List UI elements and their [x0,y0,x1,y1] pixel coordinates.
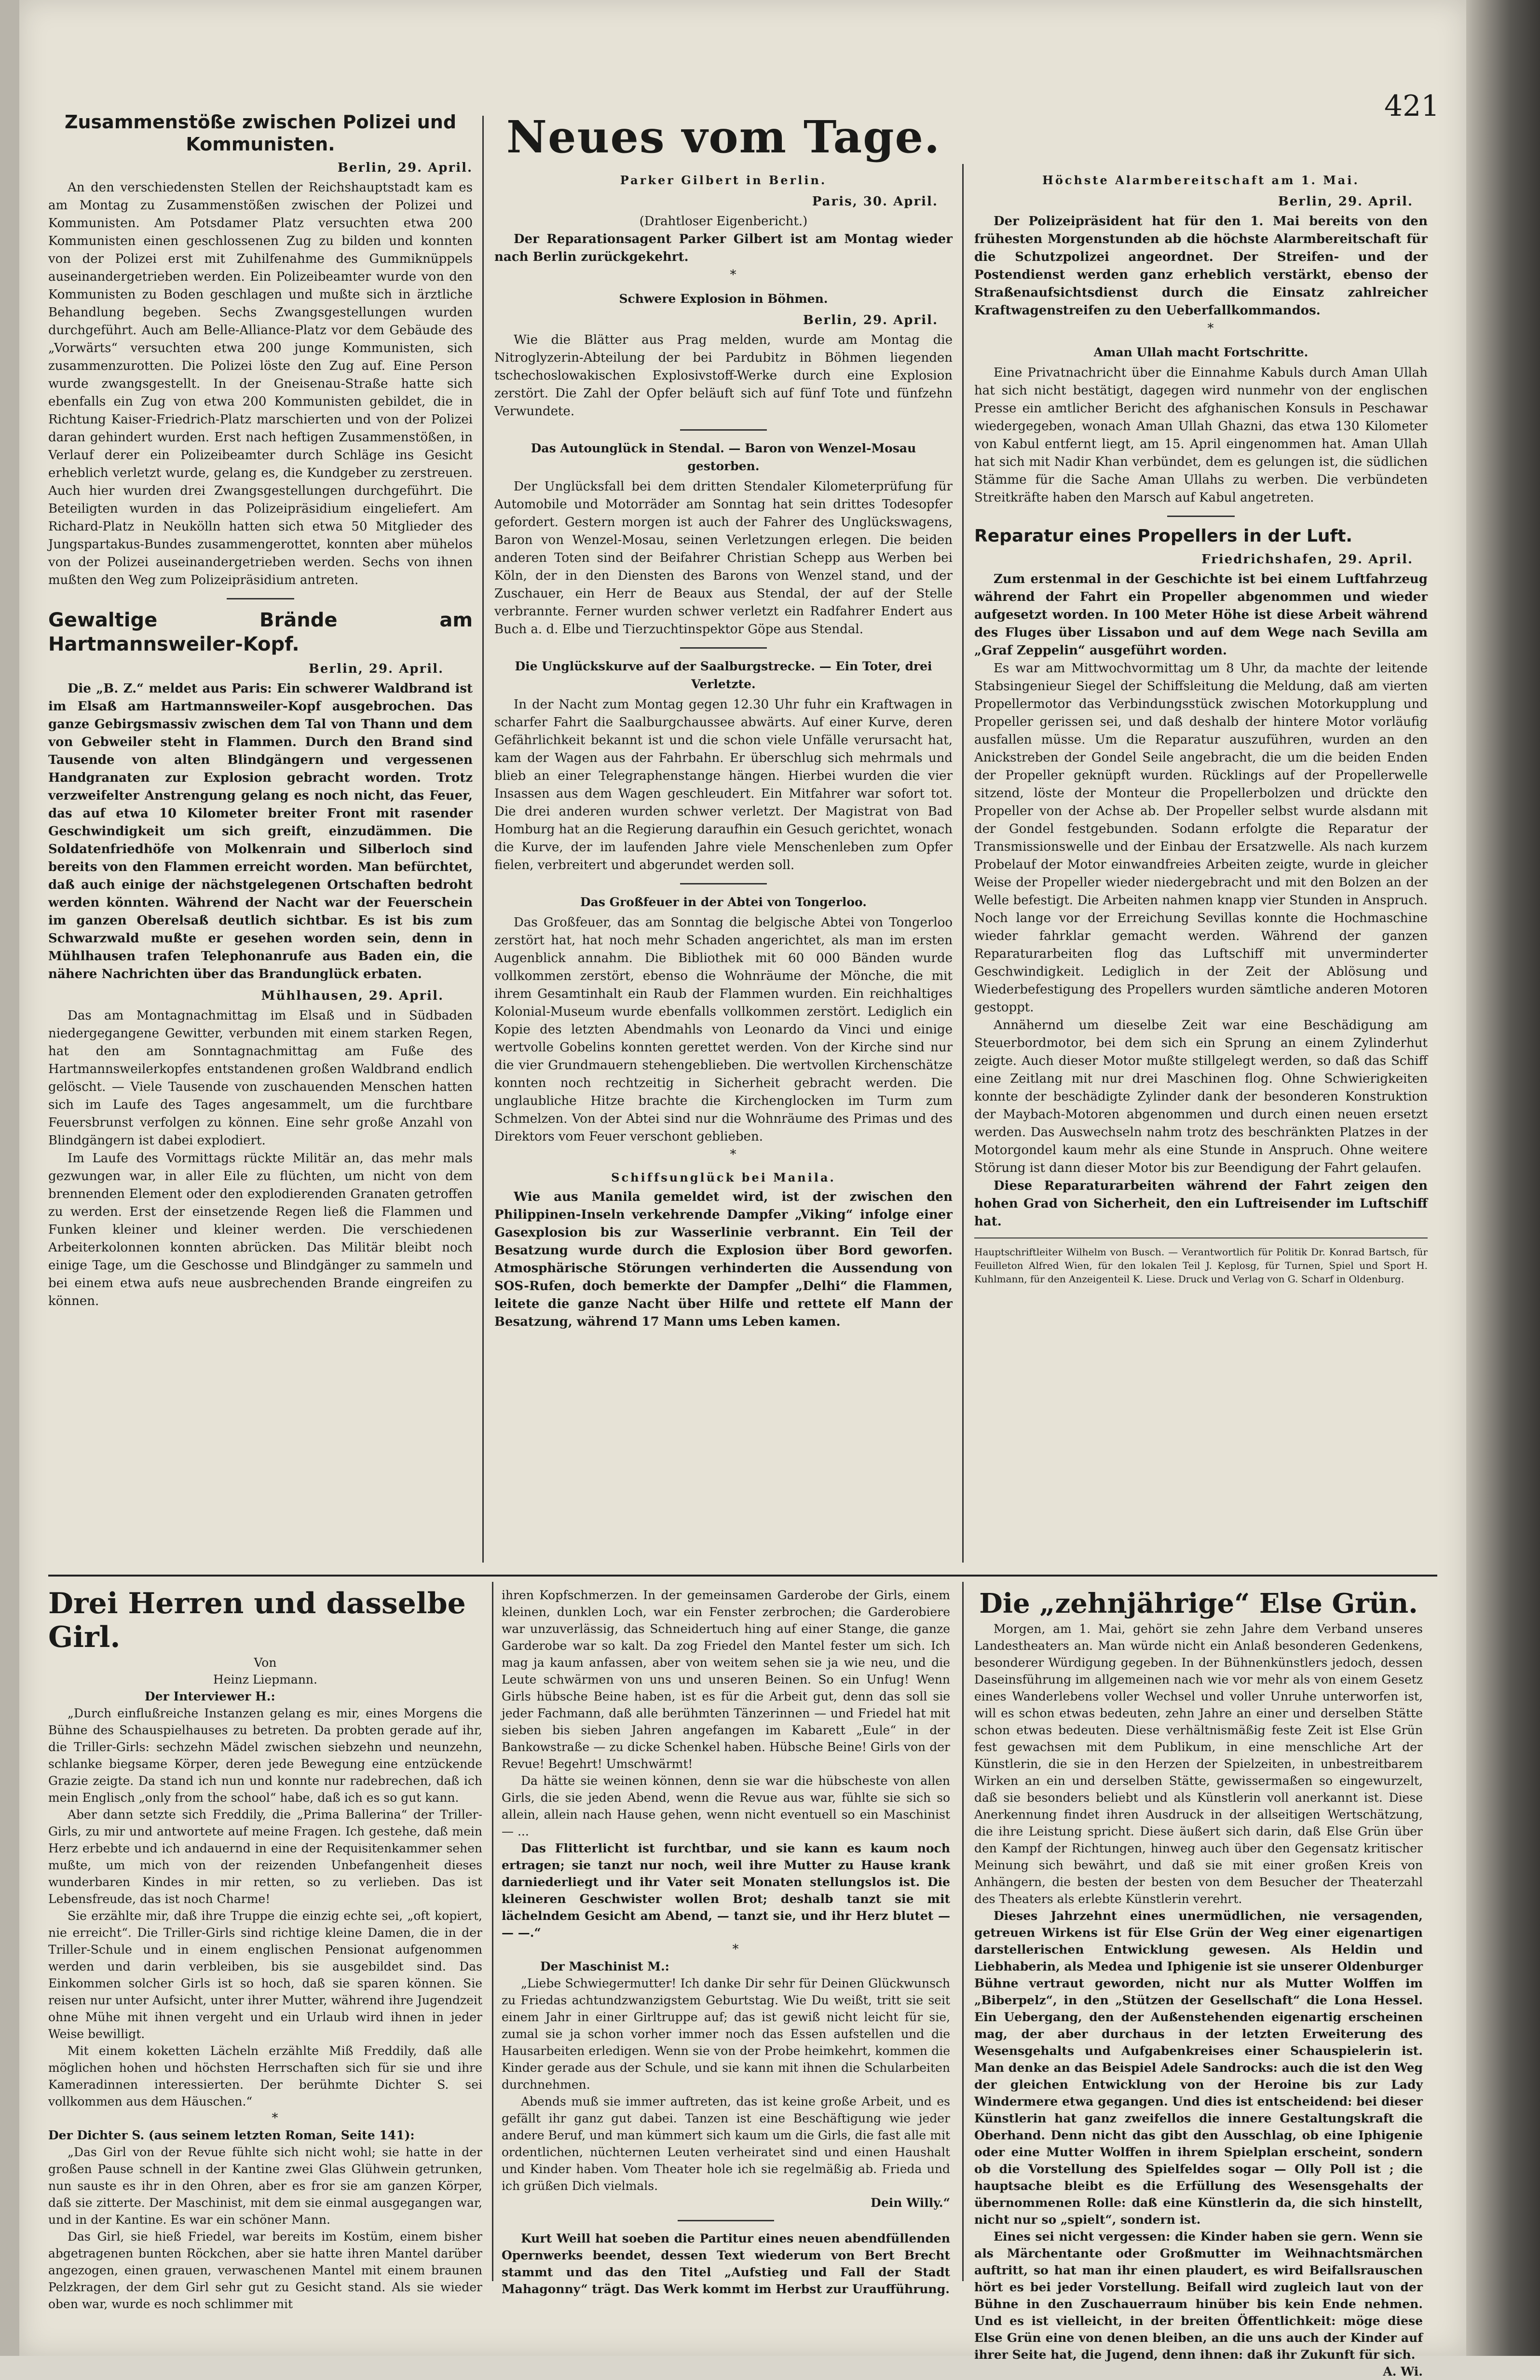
column-rule [962,1582,964,2281]
article-text: Diese Reparaturarbeiten während der Fahrt zeigen den hohen Grad von Sicherheit, den ein Luftreisender im Luftschiff hat. [974,1179,1428,1229]
subhead: Schiffsunglück bei Manila. [611,1170,836,1184]
page-number: 421 [1384,89,1440,123]
story-text: ihren Kopfschmerzen. In der gemeinsamen Garderobe der Girls, einem kleinen, dunklen Loch, war ein Fenster zerbrochen; die Garderobiere war unzuverlässig, das Schneidertuch hing auf einer Stange, die ganze Garderobe war so kalt. Da zog Friedel den Mantel fester um sich. Ich mag ja kaum anfassen, aber von weitem sehen sie ja wie neu, und die Leute schwärmen von uns und unseren Beinen. So ein Unfug! Wenn Girls hübsche Beine haben, ist es für die Arbeit gut, denn das soll sie jeder Fachmann, daß alle berühmten Tänzerinnen — und Friedel hat mit sieben bis sieben Jahren angefangen im Kabarett „Eule“ in der Bankowstraße — zu dicke Schenkel haben. Hübsche Beine! Girls von der Revue! Begehrt! Umschwärmt! [502,1588,950,1771]
feuilleton-rule [48,1575,1437,1577]
subhead: Schwere Explosion in Böhmen. [619,292,828,306]
article-text: An den verschiedensten Stellen der Reichshauptstadt kam es am Montag zu Zusammenstößen zwischen der Polizei und Kommunisten. Am Potsdamer Platz versuchten etwa 200 Kommunisten einen geschlossenen Zug zu bilden und konnten von der Polizei erst mit Zuhilfenahme des Gummiknüppels auseinandergetrieben werden. Ein Polizeibeamter wurde von den Kommunisten zu Boden geschlagen und mußte sich in ärztliche Behandlung begeben. Sechs Zwangsgestellungen wurden durchgeführt. Auch am Belle-Alliance-Platz vor dem Gebäude des „Vorwärts“ versuchten etwa 200 junge Kommunisten, sich zusammenzurotten. Die Polizei löste den Zug auf. Eine Person wurde zwangsgestellt. In der Gneisenau-Straße hatte sich ebenfalls ein Zug von etwa 200 Kommunisten gebildet, die in Richtung Kaiser-Friedrich-Platz marschierten und von der Polizei daran gehindert wurden. Erst nach heftigen Zusammenstößen, in Verlauf derer ein Polizeibeamter durch Schläge ins Gesicht erheblich verletzt wurde, gelang es, die Kundgeber zu zerstreuen. Auch hier wurden drei Zwangsgestellungen durchgeführt. Die Beteiligten wurden in das Polizeipräsidium eingeliefert. Am Richard-Platz in Neukölln hatten sich etwa 50 Mitglieder des Jungspartakus-Bundes zusammengerottet, konnten aber mühelos von der Polizei auseinandergetrieben werden. Sechs von ihnen mußten den Weg zum Polizeipräsidium antreten. [48,180,473,587]
article-text: Der Polizeipräsident hat für den 1. Mai bereits von den frühesten Morgenstunden ab die höchste Alarmbereitschaft für die Schutzpolizei angeordnet. Der Streifen- und der Postendienst werden ganz erheblich verstärkt, ebenso der Straßenaufsichtsdienst durch die Einsatz zahlreicher Kraftwagenstreifen zu den Ueberfallkommandos. [974,214,1428,318]
dateline: Berlin, 29. April. [308,662,444,676]
column-bottom-middle [502,1587,950,2298]
column-bottom-left [48,1587,482,2312]
article-text: Das am Montagnachmittag im Elsaß und in Südbaden niedergegangene Gewitter, verbunden mit einem starken Regen, hat den am Sonntagnachmittag am Fuße des Hartmannsweilerkopfes entstandenen großen Waldbrand endlich gelöscht. — Viele Tausende von zuschauenden Menschen hatten sich im Laufe des Tages angesammelt, um die furchtbare Feuersbrunst verfolgen zu können. Eine sehr große Anzahl von Blindgängern ist dabei explodiert. [48,1008,473,1148]
page-binding-edge [1466,0,1540,2356]
feuilleton-title: Drei Herren und dasselbe Girl. [48,1587,466,1654]
subhead: Das Autounglück in Stendal. — Baron von Wenzel-Mosau gestorben. [531,441,916,473]
star-divider: * [730,1147,736,1162]
byline-von: Von [254,1656,277,1670]
column-left-top [48,111,473,1310]
story-text: Sie erzählte mir, daß ihre Truppe die einzig echte sei, „oft kopiert, nie erreicht“. Die Triller-Girls sind richtige kleine Damen, die in der Triller-Schule und in einem englischen Pensionat aufgenommen werden und darin verbleiben, bis sie ausgebildet sind. Das Einkommen solcher Girls ist so hoch, daß sie sparen können. Sie reisen nur unter Aufsicht, unter ihrer Mutter, während ihre Jugendzeit ohne Mühe mit ihnen vergeht und ein Urlaub wird ihnen in jeder Weise bewilligt. [48,1909,482,2041]
speaker-label: Der Maschinist M.: [540,1959,669,1973]
star-divider: * [1207,321,1214,336]
feature-text: Morgen, am 1. Mai, gehört sie zehn Jahre dem Verband unseres Landestheaters an. Man würde nicht ein Anlaß besonderen Gedenkens, besonderer Würdigung gegeben. In der Bühnenkünstlers jedoch, dessen Daseinsführung im allgemeinen nach wie vor mehr als von einem Gesetz eines Wanderlebens voller Wechsel und voller Unruhe unterworfen ist, will es schon etwas bedeuten, zehn Jahre an einer und derselben Stätte schon etwas bedeuten. Diese verhältnismäßig feste Zeit ist Else Grün fest gewachsen mit dem Publikum, in eine menschliche Art der Künstlerin, die sie in den Herzen der Spielzeiten, in unbestreitbarem Wirken an ein und derselben Stätte, gewissermaßen so eingewurzelt, daß sie besonders beliebt und als Künstlerin voll anerkannt ist. Diese Anerkennung findet ihren Ausdruck in der allseitigen Wertschätzung, die ihre Leistung spricht. Diese äußert sich darin, daß Else Grün über den Kampf der Richtungen, hinweg auch über den Gegensatz kritischer Meinung sich bewährt, und daß sie mit einer großen Kreis von Anhängern, die besten der besten von dem Besucher der Theaterzahl des Theaters als erlebte Künstlerin verehrt. [974,1622,1423,1906]
column-rule [482,116,484,1563]
dateline: Mühlhausen, 29. April. [261,989,444,1003]
article-text: Annähernd um dieselbe Zeit war eine Beschädigung am Steuerbordmotor, bei dem sich ein Sprung an einem Zylinderhut zeigte. Auch dieser Motor mußte stillgelegt werden, so daß das Schiff eine Zeitlang mit nur drei Maschinen flog. Ohne Schwierigkeiten konnte der beschädigte Zylinder dank der besonderen Konstruktion der Maybach-Motoren abgenommen und durch einen neuen ersetzt werden. Das Auswechseln nahm trotz des beschränkten Platzes in der Motorgondel kaum mehr als eine Stunde in Anspruch. Ohne weitere Störung ist dann dieser Motor bis zur Beendigung der Fahrt gelaufen. [974,1018,1428,1175]
story-text: Abends muß sie immer auftreten, das ist keine große Arbeit, und es gefällt ihr ganz gut dabei. Tanzen ist eine Beschäftigung wie jeder andere Beruf, und man kümmert sich kaum um die Girls, die fast alle mit ordentlichen, nüchternen Leuten verheiratet sind und einen Haushalt und Kinder haben. Vom Theater hole ich sie regelmäßig ab. Frieda und ich grüßen Dich vielmals. [502,2094,950,2193]
dateline: Paris, 30. April. [812,194,938,209]
signature: Dein Willy.“ [871,2196,950,2210]
column-rule [962,164,964,1563]
separator [680,429,767,431]
story-text: Aber dann setzte sich Freddily, die „Prima Ballerina“ der Triller-Girls, zu mir und antwortete auf meine Fragen. Ich gestehe, daß mein Herz erbebte und ich andauernd in eine der Requisitenkammer sehen mußte, um mich von der reizenden Unbefangenheit dieses wunderbaren Kindes in mir retten, so zu verlieben. Das ist Lebensfreude, das ist noch Charme! [48,1808,482,1906]
imprint: Hauptschriftleiter Wilhelm von Busch. — Verantwortlich für Politik Dr. Konrad Bartsch, für Feuilleton Alfred Wien, für den lokalen Teil J. Keplosg, für Turnen, Spiel und Sport H. Kuhlmann, für den Anzeigenteil K. Liese. Druck und Verlag von G. Scharf in Oldenburg. [974,1246,1428,1285]
story-text: „Durch einflußreiche Instanzen gelang es mir, eines Morgens die Bühne des Schauspielhauses zu betreten. Da probten gerade auf ihr, die Triller-Girls: sechzehn Mädel zwischen siebzehn und neunzehn, schlanke biegsame Körper, deren jede Bewegung eine entzückende Grazie zeigte. Da stand ich nun und konnte nur radebrechen, daß ich mein Englisch „only from the school“ habe, daß ich es so gut kann. [48,1706,482,1805]
column-middle-top [494,166,953,1331]
article-text: Wie die Blätter aus Prag melden, wurde am Montag die Nitroglyzerin-Abteilung der bei Pardubitz in Böhmen liegenden tschechoslowakischen Explosivstoff-Werke durch eine Explosion zerstört. Die Zahl der Opfer beläuft sich auf fünf Tote und fünfzehn Verwundete. [494,333,953,419]
separator [678,2220,774,2221]
speaker-label: Der Interviewer H.: [145,1689,275,1703]
column-bottom-right [974,1587,1423,2380]
dateline: Berlin, 29. April. [803,313,938,327]
feature-text: Eines sei nicht vergessen: die Kinder haben sie gern. Wenn sie als Märchentante oder Großmutter im Weihnachtsmärchen auftritt, so hat man ihr einen plaudert, es wird Beifallsrauschen hört es bei jeder Vorstellung. Beifall wird zugleich laut von der Bühne in den Zuschauerraum hinüber bis kein Ende nehmen. Und es ist vielleicht, in der breiten Öffentlichkeit: möge diese Else Grün eine von denen bleiben, an die uns auch der Kinder auf ihrer Seite hat, die Jugend, denn ihnen: daß ihr Zukunft für sich. [974,2230,1423,2362]
column-right-top [974,166,1428,1286]
article-text: Die „B. Z.“ meldet aus Paris: Ein schwerer Waldbrand ist im Elsaß am Hartmannsweiler-Kopf ausgebrochen. Das ganze Gebirgsmassiv zwischen dem Tal von Thann und dem von Gebweiler steht in Flammen. Durch den Brand sind Tausende von alten Blindgängern und vergessenen Handgranaten zur Explosion gebracht worden. Trotz verzweifelter Anstrengung gelang es noch nicht, das Feuer, das auf etwa 10 Kilometer breiter Front mit rasender Geschwindigkeit um sich greift, einzudämmen. Die Soldatenfriedhöfe von Molkenrain und Silberloch sind bereits von den Flammen erreicht worden. Man befürchtet, daß auch einige der nächstgelegenen Ortschaften bedroht werden könnten. Während der Nacht war der Feuerschein im ganzen Oberelsaß deutlich sichtbar. Es ist bis zum Schwarzwald mußte er gesehen worden sein, denn in Mühlhausen trafen Telephonanrufe aus Baden ein, die nähere Nachrichten über das Brandunglück erbaten. [48,681,473,981]
dateline: Friedrichshafen, 29. April. [1201,552,1413,567]
headline-police-clashes: Zusammenstöße zwischen Polizei und Kommunisten. [64,111,457,155]
byline-author: Heinz Liepmann. [213,1673,317,1686]
star-divider: * [732,1942,739,1957]
article-text: Der Reparationsagent Parker Gilbert ist am Montag wieder nach Berlin zurückgekehrt. [494,232,953,264]
article-text: Zum erstenmal in der Geschichte ist bei einem Luftfahrzeug während der Fahrt ein Propeller abgenommen und wieder aufgesetzt worden. In 100 Meter Höhe ist diese Arbeit während des Fluges über Lissabon und auf dem Wege nach Sevilla am „Graf Zeppelin“ ausgeführt worden. [974,572,1428,658]
subhead: Das Großfeuer in der Abtei von Tongerloo. [580,895,867,909]
article-text: Das Großfeuer, das am Sonntag die belgische Abtei von Tongerloo zerstört hat, hat noch mehr Schaden angerichtet, als man im ersten Augenblick annahm. Die Bibliothek mit 60 000 Bänden wurde vollkommen zerstört, ebenso die Wohnräume der Mönche, die mit ihrem Gesamtinhalt ein Raub der Flammen wurden. Ein reichhaltiges Kolonial-Museum wurde ebenfalls vollkommen zerstört. Lediglich ein Kopie des letzten Abendmahls von Leonardo da Vinci und einige wertvolle Gobelins konnten gerettet werden. Von der Kirche sind nur die vier Grundmauern stehengeblieben. Die wertvollen Kirchenschätze konnten noch rechtzeitig in Sicherheit gebracht werden. Die unglaubliche Hitze brachte die Kirchenglocken im Turm zum Schmelzen. Von der Abtei sind nur die Wohnräume des Primas und des Direktors vom Feuer verschont geblieben. [494,915,953,1144]
feature-title: Die „zehnjährige“ Else Grün. [979,1588,1418,1619]
star-divider: * [272,2111,278,2125]
separator [680,647,767,649]
subhead: Aman Ullah macht Fortschritte. [1093,345,1308,359]
newspaper-page [19,0,1466,2379]
subhead: (Drahtloser Eigenbericht.) [639,214,808,229]
headline-fires: Gewaltige Brände am Hartmannsweiler-Kopf. [48,609,473,655]
article-text: Wie aus Manila gemeldet wird, ist der zwischen den Philippinen-Inseln verkehrende Dampfer „Viking“ infolge einer Gasexplosion bis zur Wasserlinie verbrannt. Ein Teil der Besatzung wurde durch die Explosion über Bord geworfen. Atmosphärische Störungen verhinderten die Aussendung von SOS-Rufen, doch bemerkte der Dampfer „Delhi“ die Flammen, leitete die ganze Nacht über Hilfe und rettete elf Mann der Besatzung, während 17 Mann ums Leben kamen. [494,1190,953,1329]
masthead: Neues vom Tage. [506,111,941,163]
article-text: Im Laufe des Vormittags rückte Militär an, das mehr mals gezwungen war, in aller Eile zu flüchten, um nicht von dem brennenden Element oder den explodierenden Granaten getroffen zu werden. Erst der einsetzende Regen ließ die Flammen und Funken kleiner und kleiner werden. Die verschiedenen Arbeiterkolonnen konnten abrücken. Das Militär bleibt noch einige Tage, um die Geschosse und Blindgänger zu sammeln und bei einem etwa aufs neue ausbrechenden Brande eingreifen zu können. [48,1151,473,1308]
article-text: Eine Privatnachricht über die Einnahme Kabuls durch Aman Ullah hat sich nicht bestätigt, dagegen wird nunmehr von der englischen Presse ein amtlicher Bericht des afghanischen Konsuls in Peschawar wiedergegeben, wonach Aman Ullah Ghazni, das etwa 130 Kilometer von Kabul entfernt liegt, am 15. April eingenommen hat. Aman Ullah hat sich mit Nadir Khan verbündet, dem es gelungen ist, die südlichen Stämme für die Sache Aman Ullahs zu werben. Die verbündeten Streitkräfte haben den Marsch auf Kabul angetreten. [974,366,1428,505]
story-text: Das Girl, sie hieß Friedel, war bereits im Kostüm, einem bisher abgetragenen bunten Röckchen, aber sie hatte ihren Mantel darüber angezogen, einen grauen, verwaschenen Mantel mit einem braunen Pelzkragen, der dem Girl sehr gut zu Gesicht stand. Als sie wieder oben war, wurde es noch schlimmer mit [48,2230,482,2311]
signature: A. Wi. [1383,2365,1423,2379]
story-text: Das Flitterlicht ist furchtbar, und sie kann es kaum noch ertragen; sie tanzt nur noch, weil ihre Mutter zu Hause krank darniederliegt und ihr Vater seit Monaten stellungslos ist. Die kleineren Geschwister wollen Brot; deshalb tanzt sie mit lächelndem Gesicht am Abend, — tanzt sie, und ihr Herz blutet — — —.“ [502,1841,950,1940]
subhead: Die Unglückskurve auf der Saalburgstrecke. — Ein Toter, drei Verletzte. [515,659,932,691]
subhead: Parker Gilbert in Berlin. [620,173,827,187]
page-left-edge [0,0,19,2356]
dateline: Berlin, 29. April. [1278,194,1413,209]
separator [227,598,294,599]
column-rule [492,1582,493,2281]
subhead: Höchste Alarmbereitschaft am 1. Mai. [1042,173,1360,187]
article-text: Es war am Mittwochvormittag um 8 Uhr, da machte der leitende Stabsingenieur Siegel der Schiffsleitung die Meldung, daß am vierten Propellermotor das Verbindungsstück zwischen Motorkupplung und Propeller gerissen sei, und daß deshalb der hintere Motor vorläufig ausfallen müsse. Um die Reparatur auszuführen, wurden an den Anickstreben der Gondel Seile angebracht, die um die beiden Enden der Propeller geknüpft wurden. Rücklings auf der Propellerwelle sitzend, löste der Monteur die Propellerbolzen und drückte den Propeller von der Achse ab. Der Propeller selbst wurde alsdann mit der Gondel festgebunden. Sodann erfolgte die Reparatur der Transmissionswelle und der Einbau der Ersatzwelle. Als nach kurzem Probelauf der Motor einwandfreies Arbeiten zeigte, wurde in gleicher Weise der Propeller wieder niedergebracht und mit den Bolzen an der Welle befestigt. Die Arbeiten nahmen knapp vier Stunden in Anspruch. Noch lange vor der Erreichung Sevillas konnte die Hochmaschine wieder fahrklar gemacht werden. Während der ganzen Reparaturarbeiten flog das Luftschiff mit unverminderter Geschwindigkeit. Lediglich in der Zeit der Ablösung und Wiederbefestigung des Propellers wurden sämtliche anderen Motoren gestoppt. [974,661,1428,1015]
story-text: Mit einem koketten Lächeln erzählte Miß Freddily, daß alle möglichen hohen und höchsten Herrschaften sich für sie und ihre Kameradinnen interessierten. Der berühmte Dichter S. sei vollkommen aus dem Häuschen.“ [48,2044,482,2108]
speaker-label: Der Dichter S. (aus seinem letzten Roman, Seite 141): [48,2128,415,2142]
feature-text: Dieses Jahrzehnt eines unermüdlichen, nie versagenden, getreuen Wirkens ist für Else Grün der Weg einer eigenartigen darstellerischen Entwicklung gewesen. Als Heldin und Liebhaberin, als Medea und Iphigenie ist sie unserer Oldenburger Bühne vertraut geworden, nicht nur als Mutter Wolffen im „Biberpelz“, in den „Stützen der Gesellschaft“ die Lona Hessel. Ein Uebergang, den der Außenstehenden eigenartig erscheinen mag, der aber durchaus in der letzten Erweiterung des Wesensgehalts und Aufgabenkreises einer Schauspielerin ist. Man denke an das Beispiel Adele Sandrocks: auch die ist den Weg der gleichen Entwicklung von der Heroine bis zur Lady Windermere etwa gegangen. Und dies ist entscheidend: bei dieser Künstlerin hat ganz zweifellos die innere Gestaltungskraft die Oberhand. Denn nicht das gibt den Ausschlag, ob eine Iphigenie oder eine Mutter Wolffen in ihrem Spielplan erscheint, sondern ob die Vorstellung des Spielfeldes sogar — Olly Poll ist ; die hauptsache bleibt es die Erfüllung des Wesensgehalts der übernommenen Rolle: daß eine Künstlerin da, die sich hinstellt, nicht nur so „spielt“, sondern ist. [974,1909,1423,2227]
star-divider: * [730,268,736,282]
article-text: In der Nacht zum Montag gegen 12.30 Uhr fuhr ein Kraftwagen in scharfer Fahrt die Saalburgchaussee abwärts. Auf einer Kurve, deren Gefährlichkeit bekannt ist und die schon viele Unfälle verursacht hat, kam der Wagen aus der Fahrbahn. Er überschlug sich mehrmals und blieb an einer Telegraphenstange hängen. Hierbei wurden die vier Insassen aus dem Wagen geschleudert. Ein Mitfahrer war sofort tot. Die drei anderen wurden schwer verletzt. Der Magistrat von Bad Homburg hat an die Regierung daraufhin ein Gesuch gerichtet, wonach die Kurve, der im laufenden Jahre viele Menschenleben zum Opfer fielen, verbreitert und abgerundet werden soll. [494,697,953,872]
story-text: „Das Girl von der Revue fühlte sich nicht wohl; sie hatte in der großen Pause schnell in der Kantine zwei Glas Glühwein getrunken, nun sauste es ihr in den Ohren, aber es fror sie am ganzen Körper, daß sie zitterte. Der Maschinist, mit dem sie einmal ausgegangen war, und in der Kantine. Es war ein schöner Mann. [48,2145,482,2227]
headline-propeller: Reparatur eines Propellers in der Luft. [974,526,1353,546]
separator [680,883,767,884]
story-text: „Liebe Schwiegermutter! Ich danke Dir sehr für Deinen Glückwunsch zu Friedas achtundzwanzigstem Geburtstag. Wie Du weißt, tritt sie seit einem Jahr in einer Girltruppe auf; das ist gewiß nicht leicht für sie, zumal sie ja schon vorher immer noch das Essen aufstellen und die Hausarbeiten erledigen. Wenn sie von der Probe heimkehrt, kommen die Kinder gerade aus der Schule, und sie kann mit ihnen die Schularbeiten durchnehmen. [502,1976,950,2092]
article-text: Der Unglücksfall bei dem dritten Stendaler Kilometerprüfung für Automobile und Motorräder am Sonntag hat sein drittes Todesopfer gefordert. Gestern morgen ist auch der Fahrer des Unglückswagens, Baron von Wenzel-Mosau, seinen Verletzungen erlegen. Die beiden anderen Toten sind der Beifahrer Christian Schepp aus Werben bei Köln, der in den Diensten des Barons von Wenzel stand, und der Zuschauer, ein Herr de Beaux aus Stendal, der auf der Stelle verbrannte. Ferner wurden schwer verletzt ein Radfahrer Endert aus Buch a. d. Elbe und Tierzuchtinspektor Göpe aus Stendal. [494,479,953,637]
story-text: Da hätte sie weinen können, denn sie war die hübscheste von allen Girls, die sie jeden Abend, wenn die Revue aus war, fühlte sie sich so allein, allein nach Hause gehen, wenn nicht eventuell so ein Maschinist — ... [502,1774,950,1838]
dateline: Berlin, 29. April. [337,161,473,175]
separator [1167,516,1235,517]
notice-text: Kurt Weill hat soeben die Partitur eines neuen abendfüllenden Opernwerks beendet, dessen Text wiederum von Bert Brecht stammt und das den Titel „Aufstieg und Fall der Stadt Mahagonny“ trägt. Das Werk kommt im Herbst zur Uraufführung. [502,2231,950,2296]
